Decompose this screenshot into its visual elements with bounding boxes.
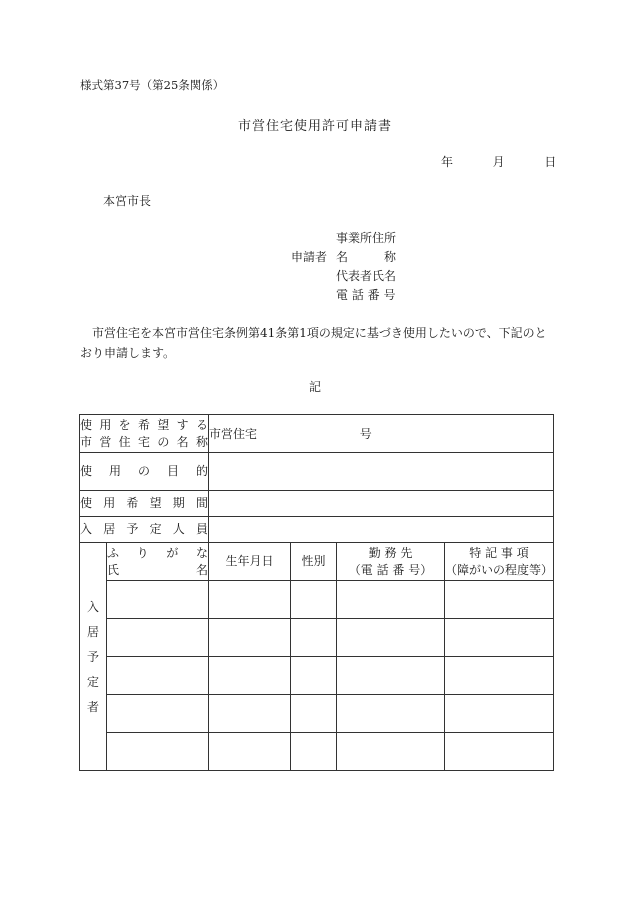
occupant-notes-cell[interactable]	[445, 733, 554, 771]
document-title: 市営住宅使用許可申請書	[237, 119, 392, 134]
occupant-birthdate-cell[interactable]	[209, 657, 291, 695]
occupant-notes-cell[interactable]	[445, 581, 554, 619]
table-row	[80, 415, 554, 453]
purpose-field[interactable]	[209, 453, 554, 491]
occupant-count-field[interactable]	[209, 517, 554, 543]
occupant-birthdate-cell[interactable]	[209, 619, 291, 657]
occupant-header-row	[80, 543, 554, 581]
occupant-row	[80, 619, 554, 657]
occupant-gender-cell[interactable]	[291, 581, 337, 619]
occupant-name-cell[interactable]	[107, 733, 209, 771]
date-month-label: 月	[492, 155, 505, 169]
occupant-name-cell[interactable]	[107, 657, 209, 695]
occupant-row	[80, 657, 554, 695]
occupant-workplace-cell[interactable]	[337, 619, 445, 657]
date-day-label: 日	[544, 155, 557, 169]
occupant-birthdate-cell[interactable]	[209, 733, 291, 771]
applicant-phone-label: 電 話 番 号	[336, 288, 396, 302]
occupant-name-cell[interactable]	[107, 619, 209, 657]
application-table	[79, 414, 554, 771]
header-workplace: 勤 務 先 （電 話 番 号）	[337, 543, 445, 581]
occupant-workplace-cell[interactable]	[337, 695, 445, 733]
occupants-side-label: 入 居 予 定 者	[80, 543, 107, 771]
ki-heading: 記	[308, 380, 321, 394]
addressee: 本宮市長	[103, 194, 152, 208]
occupant-name-cell[interactable]	[107, 581, 209, 619]
table-row	[80, 517, 554, 543]
occupant-gender-cell[interactable]	[291, 619, 337, 657]
table-row	[80, 491, 554, 517]
applicant-address-label: 事業所住所	[336, 231, 397, 245]
housing-name-prefix: 市営住宅	[209, 427, 258, 441]
applicant-prefix: 申請者	[291, 250, 328, 264]
occupant-gender-cell[interactable]	[291, 733, 337, 771]
housing-name-label: 使用を希望する 市営住宅の名称	[80, 415, 209, 453]
period-label: 使用希望期間	[80, 491, 209, 517]
occupant-notes-cell[interactable]	[445, 619, 554, 657]
header-gender: 性別	[291, 543, 337, 581]
occupant-count-label: 入居予定人員	[80, 517, 209, 543]
date-year-label: 年	[441, 155, 454, 169]
header-furigana-name: ふりがな 氏名	[107, 543, 209, 581]
occupant-row	[80, 695, 554, 733]
form-number: 様式第37号（第25条関係）	[80, 78, 225, 92]
applicant-name-label: 名 称	[336, 250, 397, 264]
table-row	[80, 453, 554, 491]
housing-name-field[interactable]	[209, 415, 554, 453]
request-text: 市営住宅を本宮市営住宅条例第41条第1項の規定に基づき使用したいので、下記のとおり申請します。	[80, 326, 547, 361]
occupant-row	[80, 581, 554, 619]
occupant-notes-cell[interactable]	[445, 695, 554, 733]
occupant-birthdate-cell[interactable]	[209, 695, 291, 733]
applicant-representative-label: 代表者氏名	[336, 269, 397, 283]
occupant-workplace-cell[interactable]	[337, 657, 445, 695]
period-field[interactable]	[209, 491, 554, 517]
occupant-workplace-cell[interactable]	[337, 733, 445, 771]
purpose-label: 使用の目的	[80, 453, 209, 491]
occupant-workplace-cell[interactable]	[337, 581, 445, 619]
date-line	[441, 156, 556, 168]
housing-number-suffix: 号	[359, 427, 372, 441]
occupant-row	[80, 733, 554, 771]
occupant-birthdate-cell[interactable]	[209, 581, 291, 619]
occupant-gender-cell[interactable]	[291, 695, 337, 733]
header-notes: 特 記 事 項 （障がいの程度等）	[445, 543, 554, 581]
occupant-notes-cell[interactable]	[445, 657, 554, 695]
occupant-gender-cell[interactable]	[291, 657, 337, 695]
header-birthdate: 生年月日	[209, 543, 291, 581]
occupant-name-cell[interactable]	[107, 695, 209, 733]
